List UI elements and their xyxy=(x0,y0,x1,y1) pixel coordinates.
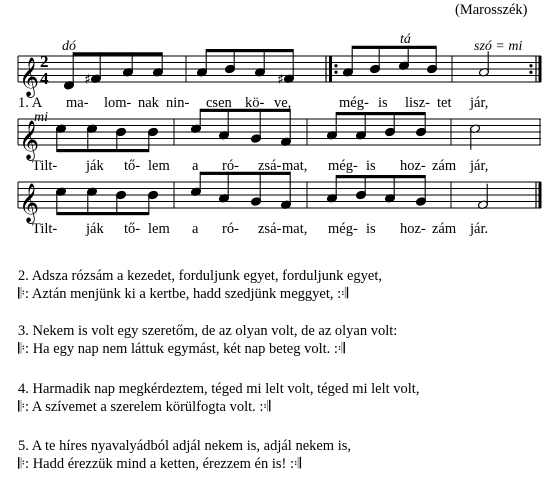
treble-clef-icon: 𝄞 xyxy=(19,120,40,160)
lyric-syllable: zsá- xyxy=(258,221,282,237)
stanza-5 xyxy=(18,437,351,473)
stanza-line-repeat: 𝄆: A szívemet a szerelem körülfogta volt. :𝄇 xyxy=(18,399,271,415)
lyric-syllable: a xyxy=(192,221,199,237)
note-beam xyxy=(336,112,425,115)
lyric-syllable: a xyxy=(192,158,199,174)
lyric-syllable: tő- xyxy=(124,221,141,237)
solfege-ta: tá xyxy=(400,32,411,47)
solfege-mi: mi xyxy=(34,110,48,125)
origin-label: (Marosszék) xyxy=(455,2,528,18)
lyric-syllable: még- xyxy=(328,221,358,237)
time-sig-top: 2 xyxy=(40,52,49,71)
sharp-icon: ♯ xyxy=(277,71,284,88)
lyric-syllable: jár. xyxy=(470,221,489,237)
treble-clef-icon: 𝄞 xyxy=(19,183,40,223)
lyric-syllable: ve, xyxy=(274,95,292,111)
stanza-line: 2. Adsza rózsám a kezedet, forduljunk egyet, forduljunk egyet, xyxy=(18,268,382,284)
stanza-4 xyxy=(18,380,419,416)
note-beam xyxy=(352,46,436,49)
lyric-syllable: ma- xyxy=(66,95,89,111)
lyric-syllable: ró- xyxy=(222,158,239,174)
lyric-syllable: ró- xyxy=(222,221,239,237)
lyric-syllable: zám xyxy=(432,158,457,174)
repeat-dot xyxy=(334,71,337,74)
lyric-syllable: is xyxy=(366,158,376,174)
note-beam xyxy=(57,212,149,215)
lyric-syllable: mat, xyxy=(282,221,308,237)
repeat-dot xyxy=(529,64,532,67)
lyric-syllable: tő- xyxy=(124,158,141,174)
stanza-3 xyxy=(18,322,397,358)
lyric-syllable: tet xyxy=(437,95,452,111)
lyric-syllable: még- xyxy=(328,158,358,174)
stanza-line: 5. A te híres nyavalyádból adjál nekem is, adjál nekem is, xyxy=(18,438,352,454)
sharp-icon: ♯ xyxy=(84,71,91,88)
lyric-syllable: lom- xyxy=(104,95,132,111)
lyric-syllable: is xyxy=(378,95,388,111)
lyric-syllable: lem xyxy=(148,158,170,174)
lyric-syllable: Tilt- xyxy=(32,158,58,174)
lyric-syllable: kö- xyxy=(245,95,265,111)
stanza-line: 3. Nekem is volt egy szeretőm, de az olyan volt, de az olyan volt: xyxy=(18,323,398,339)
lyric-syllable: nin- xyxy=(166,95,190,111)
note-beam xyxy=(57,149,149,152)
time-sig-bottom: 4 xyxy=(40,69,49,88)
lyric-syllable: jár, xyxy=(470,95,489,111)
solfege-szo-mi: szó = mi xyxy=(474,39,523,54)
repeat-dot xyxy=(529,71,532,74)
lyric-syllable: 1. A xyxy=(18,95,43,111)
lyric-syllable: hoz- xyxy=(400,221,426,237)
lyric-syllable: lisz- xyxy=(405,95,430,111)
repeat-dot xyxy=(334,64,337,67)
lyric-syllable: is xyxy=(366,221,376,237)
stanza-line-repeat: 𝄆: Hadd érezzük mind a ketten, érezzem én is! :𝄇 xyxy=(18,456,302,472)
note-beam xyxy=(73,52,162,55)
note-beam xyxy=(206,49,293,52)
stanza-line-repeat: 𝄆: Ha egy nap nem láttuk egymást, két nap beteg volt. :𝄇 xyxy=(18,341,345,357)
treble-clef-icon: 𝄞 xyxy=(19,57,40,97)
lyric-syllable: csen xyxy=(206,95,232,111)
lyric-syllable: nak xyxy=(138,95,159,111)
stanza-line: 4. Harmadik nap megkérdeztem, téged mi lelt volt, téged mi lelt volt, xyxy=(18,381,420,397)
lyric-syllable: zám xyxy=(432,221,457,237)
lyric-syllable: jár, xyxy=(470,158,489,174)
lyric-syllable: lem xyxy=(148,221,170,237)
lyric-syllable: ják xyxy=(86,221,104,237)
lyric-syllable: zsá- xyxy=(258,158,282,174)
stanza-line-repeat: 𝄆: Aztán menjünk ki a kertbe, hadd szedjünk meggyet, :𝄇 xyxy=(18,286,349,302)
lyric-syllable: mat, xyxy=(282,158,308,174)
lyric-syllable: még- xyxy=(339,95,369,111)
solfege-do: dó xyxy=(62,39,76,54)
lyric-syllable: ják xyxy=(86,158,104,174)
lyric-syllable: hoz- xyxy=(400,158,426,174)
stanza-2 xyxy=(18,267,382,303)
lyric-syllable: Tilt- xyxy=(32,221,58,237)
note-beam xyxy=(336,175,425,178)
